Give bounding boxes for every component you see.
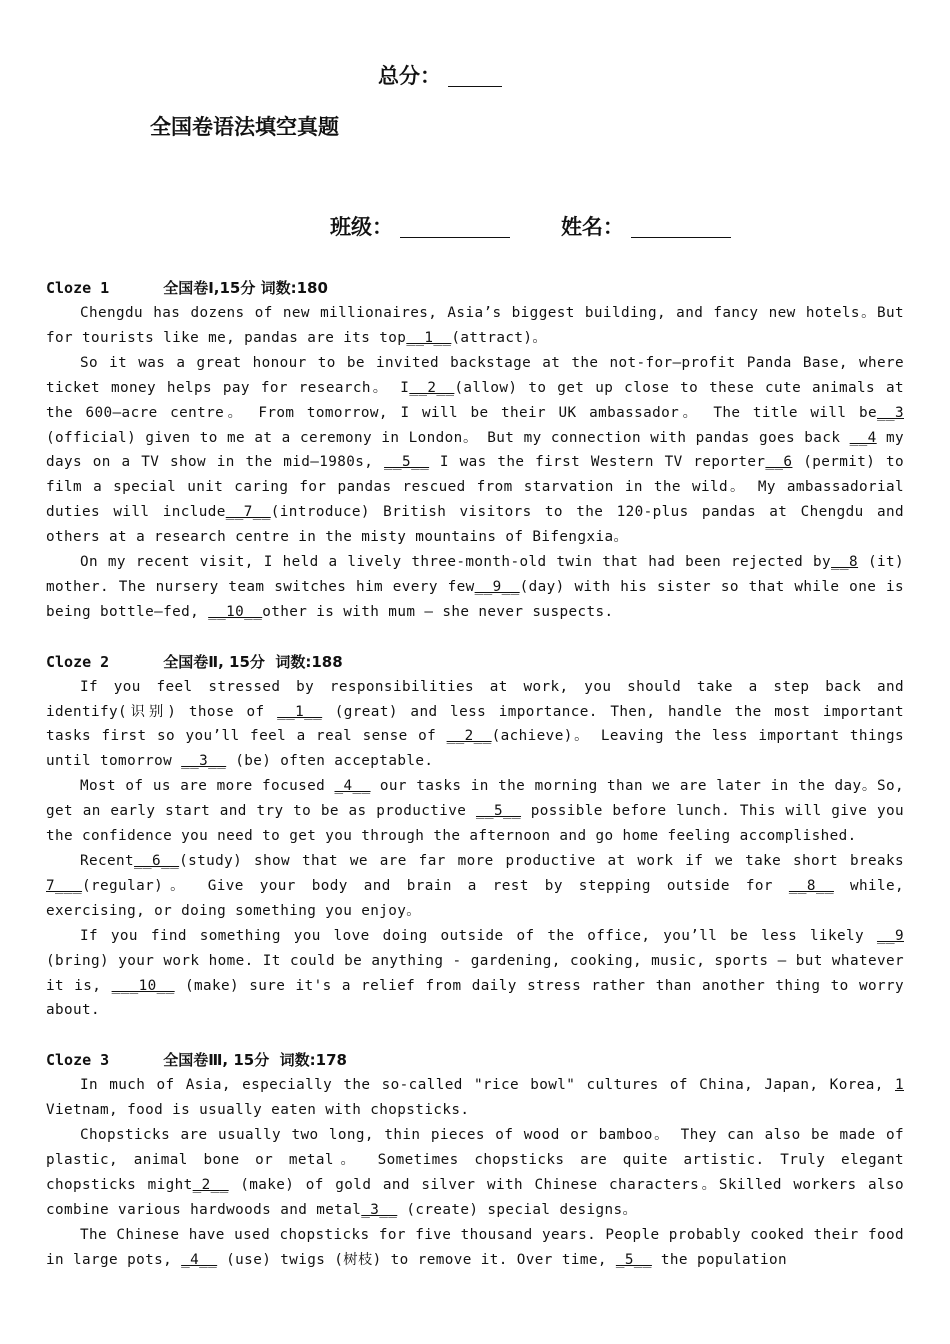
name-label: 姓名： bbox=[560, 215, 624, 239]
blank-6[interactable]: __6 bbox=[765, 454, 793, 471]
blank-3[interactable]: __3 bbox=[876, 404, 904, 421]
student-info-row bbox=[330, 211, 731, 241]
paragraph: So it was a great honour to be invited backstage at the not-for—profit Panda Base, where ticket money helps pay for research。 I__2__(allow) to get up close to these cute animals at the 600—acre centre。 From tomorrow, I will be their UK ambassador。 The title will be__3 (official) given to me at a ceremony in London。 But my connection with pandas goes back __4 my days on a TV show in the mid—1980s, __5__ I was the first Western TV reporter__6 (permit) to film a special unit caring for pandas rescued from starvation in the wild。 My ambassadorial duties will include__7__(introduce) British visitors to the 120-plus pandas at Chengdu and others at a research centre in the misty mountains of Bifengxia。 bbox=[46, 354, 904, 546]
blank-10[interactable]: ___10__ bbox=[111, 977, 175, 994]
blank-3[interactable]: _3__ bbox=[361, 1201, 398, 1218]
blank-8[interactable]: __8__ bbox=[788, 877, 834, 894]
score-blank[interactable] bbox=[448, 66, 502, 87]
section-meta: 全国卷Ⅲ, 15分 词数:178 bbox=[163, 1051, 347, 1070]
section-meta: 全国卷Ⅰ,15分 词数:180 bbox=[163, 279, 328, 297]
blank-6[interactable]: __6__ bbox=[134, 853, 180, 870]
section-meta: 全国卷Ⅱ, 15分 词数:188 bbox=[163, 652, 343, 671]
paragraph: On my recent visit, I held a lively three-month-old twin that had been rejected by__8 (it) mother. The nursery team switches him every few__9__(day) with his sister so that while one is being bottle—fed, __10__other is with mum — she never suspects. bbox=[46, 554, 904, 620]
blank-7[interactable]: __7__ bbox=[225, 504, 271, 521]
blank-2[interactable]: __2__ bbox=[446, 728, 492, 745]
blank-2[interactable]: __2__ bbox=[409, 379, 455, 396]
blank-3[interactable]: __3__ bbox=[181, 753, 227, 770]
paragraph: If you find something you love doing outside of the office, you’ll be less likely __9 (bring) your work home. It could be anything - gardening, cooking, music, sports — but whatever it is, ___10__ (make) sure it's a relief from daily stress rather than another thing to worry about. bbox=[46, 927, 904, 1019]
blank-1[interactable]: __1__ bbox=[406, 329, 452, 346]
blank-4[interactable]: __4 bbox=[849, 429, 877, 446]
section-heading bbox=[46, 650, 904, 675]
blank-8[interactable]: __8 bbox=[831, 554, 859, 571]
name-blank[interactable] bbox=[631, 217, 731, 238]
blank-4[interactable]: _4__ bbox=[334, 778, 371, 795]
cloze-section-3 bbox=[46, 1048, 904, 1272]
section-title: Cloze 2 bbox=[46, 652, 110, 671]
blank-7[interactable]: 7___ bbox=[46, 877, 83, 894]
paragraph: If you feel stressed by responsibilities at work, you should take a step back and identify(识别) those of __1__ (great) and less importance. Then, handle the most important tasks first so you’ll feel a real sense of __2__(achieve)。 Leaving the less important things until tomorrow __3__ (be) often acceptable. bbox=[46, 678, 904, 770]
paragraph: In much of Asia, especially the so-called "rice bowl" cultures of China, Japan, Korea, 1 Vietnam, food is usually eaten with chopsticks. bbox=[46, 1077, 904, 1119]
paragraph: Chopsticks are usually two long, thin pieces of wood or bamboo。 They can also be made of plastic, animal bone or metal。 Sometimes chopsticks are quite artistic. Truly elegant chopsticks might_2__ (make) of gold and silver with Chinese characters。Skilled workers also combine various hardwoods and metal_3__ (create) special designs。 bbox=[46, 1127, 905, 1218]
blank-10[interactable]: __10__ bbox=[208, 603, 263, 620]
paragraph: Recent__6__(study) show that we are far more productive at work if we take short breaks 7___(regular)。 Give your body and brain a rest by stepping outside for __8__ while, exercising, or doing something you enjoy。 bbox=[46, 853, 905, 919]
paragraph: The Chinese have used chopsticks for five thousand years. People probably cooked their food in large pots, _4__ (use) twigs (树枝) to remove it. Over time, _5__ the population bbox=[46, 1226, 904, 1268]
document-body bbox=[46, 276, 904, 1297]
blank-1[interactable]: 1 bbox=[894, 1077, 904, 1094]
cloze-section-2 bbox=[46, 650, 904, 1024]
cloze-section-1 bbox=[46, 276, 904, 625]
paragraph: Chengdu has dozens of new millionaires, Asia’s biggest building, and fancy new hotels。But for tourists like me, pandas are its top__1__(attract)。 bbox=[46, 305, 904, 346]
section-heading bbox=[46, 276, 904, 301]
blank-5[interactable]: __5__ bbox=[384, 454, 430, 471]
blank-2[interactable]: _2__ bbox=[192, 1176, 229, 1193]
blank-9[interactable]: __9__ bbox=[474, 578, 520, 595]
page-title: 全国卷语法填空真题 bbox=[150, 115, 339, 139]
score-label-text: 总分： bbox=[378, 64, 441, 88]
section-heading bbox=[46, 1048, 904, 1073]
blank-1[interactable]: __1__ bbox=[277, 703, 323, 720]
blank-5[interactable]: _5__ bbox=[615, 1251, 652, 1268]
class-blank[interactable] bbox=[400, 217, 510, 238]
class-label: 班级： bbox=[330, 215, 393, 239]
total-score-label bbox=[378, 60, 502, 90]
section-title: Cloze 1 bbox=[46, 279, 110, 297]
blank-9[interactable]: __9 bbox=[876, 927, 904, 944]
section-title: Cloze 3 bbox=[46, 1051, 110, 1070]
blank-5[interactable]: __5__ bbox=[475, 803, 522, 820]
paragraph: Most of us are more focused _4__ our tasks in the morning than we are later in the day。So, get an early start and try to be as productive __5__ possible before lunch. This will give you the confidence you need to get you through the afternoon and go home feeling accomplished. bbox=[46, 778, 904, 845]
blank-4[interactable]: _4__ bbox=[181, 1251, 218, 1268]
